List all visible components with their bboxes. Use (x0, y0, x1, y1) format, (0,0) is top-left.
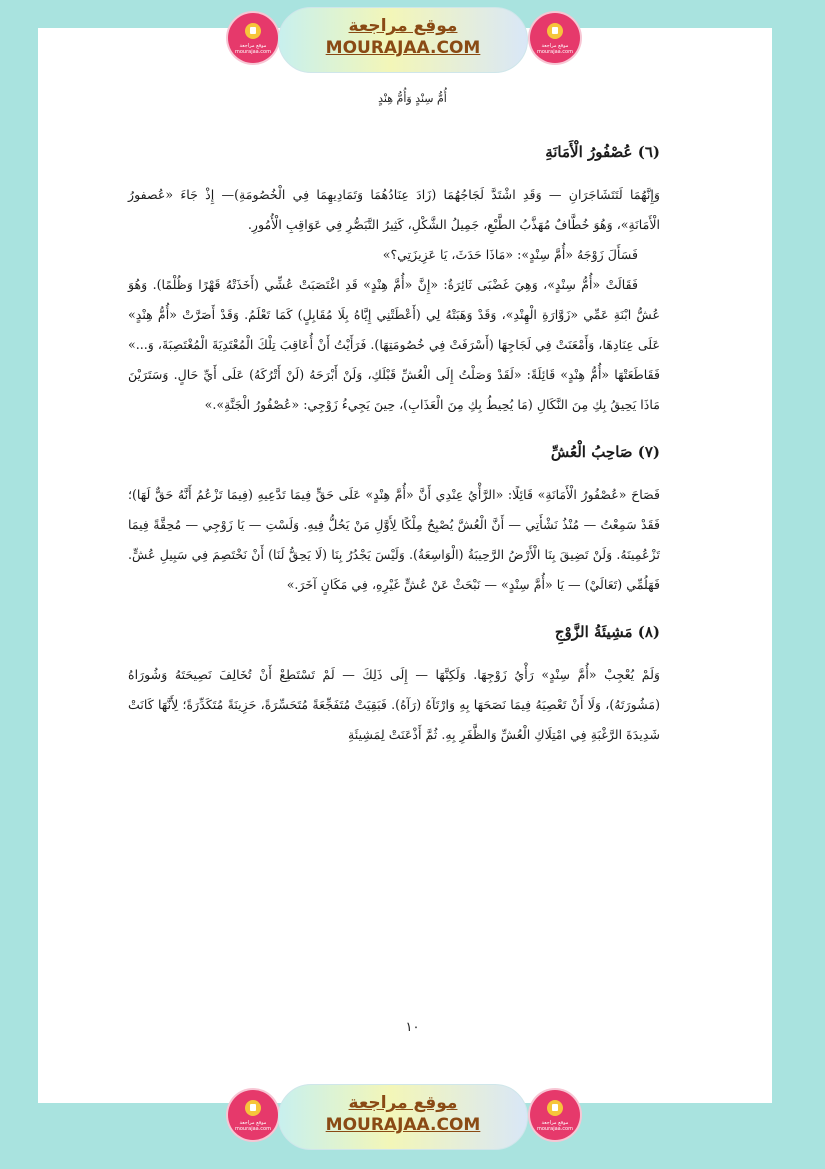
badge-label: موقع مراجعة mourajaa.com (536, 43, 573, 55)
paragraph: وَلَمْ يُعْجِبْ «أُمَّ سِنْدٍ» رَأْيُ زَوْجِهَا. وَلَكِنَّهَا — إِلَى ذَلِكَ — لَمْ تَسْتَطِعْ أَنْ تُخَالِفَ نَصِيحَتَهُ وَشُورَاهُ (مَشُورَتَهُ)، وَلَا أَنْ تَعْصِيَهُ فِيمَا نَصَحَهَا بِهِ وَارْتَآهُ (رَآهُ). فَبَقِيَتْ مُتَفَجِّعَةً مُتَحَسِّرَةً، حَزِينَةً مُتَكَدِّرَةً؛ لِأَنَّهَا كَانَتْ شَدِيدَةَ الرَّغْبَةِ فِي امْتِلَاكِ الْعُشِّ وَالظَّفَرِ بِهِ. ثُمَّ أَذْعَنَتْ لِمَشِيئَةِ (128, 667, 660, 742)
section-title: (٧) صَاحِبُ الْعُشِّ (550, 443, 660, 461)
badge-label: موقع مراجعة mourajaa.com (536, 1120, 573, 1132)
running-header: أُمُّ سِنْدٍ وَأُمُّ هِنْدٍ (378, 92, 447, 105)
site-logo-badge[interactable] (228, 13, 278, 63)
section-amanah-sparrow (128, 138, 660, 420)
section-title: (٦) عُصْفُورُ الْأَمَانَةِ (545, 143, 660, 161)
badge-label: موقع مراجعة mourajaa.com (234, 1120, 271, 1132)
site-name-arabic[interactable]: موقع مراجعة (348, 1093, 458, 1113)
logo-icon (245, 23, 261, 39)
logo-icon (245, 1100, 261, 1116)
site-name-arabic[interactable]: موقع مراجعة (348, 16, 458, 36)
logo-icon (547, 23, 563, 39)
site-name-english[interactable]: MOURAJAA.COM (325, 38, 481, 58)
site-link-pill[interactable] (278, 1084, 528, 1150)
site-logo-badge[interactable] (228, 1090, 278, 1140)
badge-label: موقع مراجعة mourajaa.com (234, 43, 271, 55)
section-title: (٨) مَشِيئَةُ الزَّوْجِ (554, 623, 660, 641)
document-body (128, 138, 660, 768)
site-link-pill[interactable] (278, 7, 528, 73)
top-banner (0, 3, 825, 83)
site-logo-badge[interactable] (530, 13, 580, 63)
paragraph: وَإِنَّهُمَا لَتَتَشَاجَرَانِ — وَقَدِ اشْتَدَّ لَجَاجُهُمَا (زَادَ عِنَادُهُمَا وَتَمَادِيهِمَا فِي الْخُصُومَةِ)— إِذْ جَاءَ «عُصفورُ الْأَمَانَةِ»، وَهُوَ خُطَّافٌ مُهَذَّبُ الطَّبْعِ، جَمِيلُ الشَّكْلِ، كَثِيرُ التَّبَصُّرِ فِي عَوَاقِبِ الْأُمُورِ. (128, 187, 660, 232)
paragraph: فَسَأَلَ زَوْجَهُ «أُمَّ سِنْدٍ»: «مَاذَا حَدَثَ، يَا عَزِيزَتِي؟» (382, 247, 638, 262)
section-husband-will (128, 618, 660, 750)
site-name-english[interactable]: MOURAJAA.COM (325, 1115, 481, 1135)
paragraph: فَصَاحَ «عُصْفُورُ الْأَمَانَةِ» قَائِلًا: «الرَّأْيُ عِنْدِي أَنَّ «أُمَّ هِنْدٍ» عَلَى حَقٍّ فِيمَا تَدَّعِيهِ (فِيمَا تَزْعُمُ أَنَّهُ حَقٌّ لَهَا)؛ فَقَدْ سَمِعْتُ — مُنْذُ نَشْأَتِي — أَنَّ الْعُشَّ يُصْبِحُ مِلْكًا لِأَوَّلِ مَنْ يَحُلُّ فِيهِ. وَلَسْتِ — يَا زَوْجِي — مُحِقَّةً فِيمَا تَزْعُمِينَهُ. وَلَنْ تَضِيقَ بِنَا الْأَرْضُ الرَّحِيبَةُ (الْوَاسِعَةُ). وَلَيْسَ يَجْدُرُ بِنَا (لَا يَحِقُّ لَنَا) أَنْ نَخْتَصِمَ فِي سَبِيلِ عُشٍّ. فَهَلُمِّي (تَعَالَيْ) — يَا «أُمَّ سِنْدٍ» — نَبْحَثْ عَنْ عُشٍّ غَيْرِهِ، فِي مَكَانٍ آخَرَ.» (128, 487, 660, 592)
section-nest-owner (128, 438, 660, 600)
page-number: ١٠ (405, 1020, 420, 1035)
paragraph: فَقَالَتْ «أُمُّ سِنْدٍ»، وَهِيَ غَضْبَى ثَائِرَةٌ: «إِنَّ «أُمَّ هِنْدٍ» قَدِ اغْتَصَبَتْ عُشِّي (أَخَذَتْهُ قَهْرًا وَظُلْمًا). وَهُوَ عُشُّ ابْنَةِ عَمِّي «زَوَّارَةِ الْهِنْدِ»، وَقَدْ وَهَبَتْهُ لِي (أَعْطَتْنِي إِيَّاهُ بِلَا مُقَابِلٍ) كَمَا تَعْلَمُ. وَقَدْ أَصَرَّتْ «أُمُّ هِنْدٍ» عَلَى عِنَادِهَا، وَأَمْعَنَتْ فِي لَجَاجِهَا (أَسْرَفَتْ فِي خُصُومَتِهَا). فَرَأَيْتُ أَنْ أُعَاقِبَ تِلْكَ الْمُعْتَدِيَةَ الْمُغْتَصِبَةَ، وَ...» فَقَاطَعَتْهَا «أُمُّ هِنْدٍ» قَائِلَةً: «لَقَدْ وَصَلْتُ إِلَى الْعُشِّ قَبْلَكِ، وَلَنْ أَبْرَحَهُ (لَنْ أَتْرُكَهُ) عَلَى أَيِّ حَالٍ. وَسَتَرَيْنَ مَاذَا يَحِيقُ بِكِ مِنَ النَّكَالِ (مَا يُحِيطُ بِكِ مِنَ الْعَذَابِ)، حِينَ يَجِيءُ زَوْجِي: «عُصْفُورُ الْجَنَّةِ».» (128, 277, 660, 412)
bottom-banner (0, 1080, 825, 1160)
logo-icon (547, 1100, 563, 1116)
site-logo-badge[interactable] (530, 1090, 580, 1140)
